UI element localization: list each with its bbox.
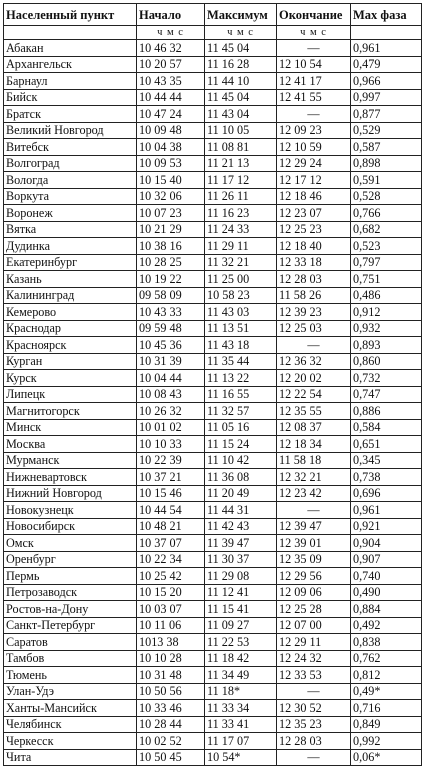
cell-end: 12 18 40 [277, 238, 351, 255]
cell-city: Курган [4, 353, 137, 370]
table-row [4, 667, 422, 684]
cell-max: 11 10 42 [205, 452, 277, 469]
cell-max: 11 33 41 [205, 716, 277, 733]
cell-city: Воркута [4, 188, 137, 205]
cell-start: 10 50 45 [137, 749, 205, 766]
table-row [4, 502, 422, 519]
cell-start: 10 37 07 [137, 535, 205, 552]
cell-start: 10 15 46 [137, 485, 205, 502]
cell-end: 12 33 18 [277, 254, 351, 271]
cell-start: 10 02 52 [137, 733, 205, 750]
cell-start: 10 15 20 [137, 584, 205, 601]
cell-start: 10 48 21 [137, 518, 205, 535]
cell-start: 1013 38 [137, 634, 205, 651]
table-row [4, 485, 422, 502]
table-row [4, 683, 422, 700]
cell-city: Казань [4, 271, 137, 288]
cell-city: Тюмень [4, 667, 137, 684]
table-row [4, 106, 422, 123]
cell-max: 11 39 47 [205, 535, 277, 552]
table-row [4, 337, 422, 354]
cell-max: 11 45 04 [205, 40, 277, 57]
cell-end: 12 36 32 [277, 353, 351, 370]
cell-max-phase: 0,766 [351, 205, 422, 222]
cell-end: 12 29 24 [277, 155, 351, 172]
cell-start: 10 19 22 [137, 271, 205, 288]
cell-end: 12 35 55 [277, 403, 351, 420]
cell-max: 11 43 18 [205, 337, 277, 354]
cell-city: Бийск [4, 89, 137, 106]
cell-end: 12 28 03 [277, 733, 351, 750]
header-start: Начало [137, 4, 205, 26]
table-row [4, 155, 422, 172]
table-row [4, 370, 422, 387]
table-row [4, 353, 422, 370]
cell-max-phase: 0,49* [351, 683, 422, 700]
cell-city: Красноярск [4, 337, 137, 354]
cell-max-phase: 0,486 [351, 287, 422, 304]
cell-max: 11 10 05 [205, 122, 277, 139]
cell-end: 12 29 56 [277, 568, 351, 585]
cell-max: 11 45 04 [205, 89, 277, 106]
cell-end: 12 25 28 [277, 601, 351, 618]
cell-max: 11 26 11 [205, 188, 277, 205]
cell-max-phase: 0,921 [351, 518, 422, 535]
cell-end: 12 18 46 [277, 188, 351, 205]
cell-end: 12 25 23 [277, 221, 351, 238]
table-header [4, 4, 422, 40]
cell-city: Тамбов [4, 650, 137, 667]
cell-max: 11 36 08 [205, 469, 277, 486]
cell-max: 11 32 21 [205, 254, 277, 271]
cell-end: 12 32 21 [277, 469, 351, 486]
cell-start: 10 26 32 [137, 403, 205, 420]
cell-end: — [277, 683, 351, 700]
table-row [4, 700, 422, 717]
cell-end: 12 39 01 [277, 535, 351, 552]
cell-max-phase: 0,716 [351, 700, 422, 717]
unit-start: ч м с [137, 26, 205, 40]
cell-city: Ростов-на-Дону [4, 601, 137, 618]
cell-max-phase: 0,849 [351, 716, 422, 733]
cell-max-phase: 0,591 [351, 172, 422, 189]
unit-city [4, 26, 137, 40]
cell-max: 11 08 81 [205, 139, 277, 156]
header-row [4, 4, 422, 26]
table-row [4, 386, 422, 403]
table-row [4, 551, 422, 568]
table-row [4, 617, 422, 634]
cell-max-phase: 0,893 [351, 337, 422, 354]
cell-max: 11 18* [205, 683, 277, 700]
cell-max-phase: 0,529 [351, 122, 422, 139]
cell-max-phase: 0,696 [351, 485, 422, 502]
cell-city: Челябинск [4, 716, 137, 733]
cell-start: 10 11 06 [137, 617, 205, 634]
cell-start: 10 46 32 [137, 40, 205, 57]
cell-max-phase: 0,966 [351, 73, 422, 90]
cell-max-phase: 0,06* [351, 749, 422, 766]
cell-start: 10 43 35 [137, 73, 205, 90]
table-row [4, 469, 422, 486]
units-row [4, 26, 422, 40]
table-row [4, 733, 422, 750]
cell-city: Нижний Новгород [4, 485, 137, 502]
cell-city: Курск [4, 370, 137, 387]
cell-max: 11 30 37 [205, 551, 277, 568]
table-body [4, 40, 422, 766]
cell-city: Петрозаводск [4, 584, 137, 601]
cell-end: 12 35 23 [277, 716, 351, 733]
cell-max: 11 09 27 [205, 617, 277, 634]
cell-city: Магнитогорск [4, 403, 137, 420]
cell-max: 11 33 34 [205, 700, 277, 717]
cell-city: Барнаул [4, 73, 137, 90]
cell-max: 11 18 42 [205, 650, 277, 667]
cell-start: 10 04 38 [137, 139, 205, 156]
cell-max-phase: 0,886 [351, 403, 422, 420]
cell-city: Омск [4, 535, 137, 552]
cell-start: 10 47 24 [137, 106, 205, 123]
cell-city: Вологда [4, 172, 137, 189]
cell-max: 11 13 22 [205, 370, 277, 387]
cell-max-phase: 0,738 [351, 469, 422, 486]
table-row [4, 188, 422, 205]
cell-city: Великий Новгород [4, 122, 137, 139]
eclipse-times-table [3, 3, 422, 766]
cell-max-phase: 0,912 [351, 304, 422, 321]
cell-max: 11 32 57 [205, 403, 277, 420]
cell-max: 11 20 49 [205, 485, 277, 502]
cell-start: 10 50 56 [137, 683, 205, 700]
cell-start: 10 22 34 [137, 551, 205, 568]
table-row [4, 304, 422, 321]
cell-max-phase: 0,345 [351, 452, 422, 469]
cell-end: 12 20 02 [277, 370, 351, 387]
table-row [4, 320, 422, 337]
cell-end: — [277, 337, 351, 354]
cell-max-phase: 0,797 [351, 254, 422, 271]
cell-start: 10 44 44 [137, 89, 205, 106]
cell-city: Архангельск [4, 56, 137, 73]
cell-city: Улан-Удэ [4, 683, 137, 700]
cell-max: 11 17 12 [205, 172, 277, 189]
cell-max: 11 13 51 [205, 320, 277, 337]
table-row [4, 271, 422, 288]
cell-start: 10 45 36 [137, 337, 205, 354]
cell-max-phase: 0,751 [351, 271, 422, 288]
cell-end: 12 17 12 [277, 172, 351, 189]
cell-max: 11 24 33 [205, 221, 277, 238]
cell-max: 11 15 41 [205, 601, 277, 618]
cell-end: 12 10 59 [277, 139, 351, 156]
cell-end: 11 58 26 [277, 287, 351, 304]
cell-max-phase: 0,898 [351, 155, 422, 172]
cell-city: Вятка [4, 221, 137, 238]
cell-max-phase: 0,961 [351, 40, 422, 57]
cell-city: Чита [4, 749, 137, 766]
cell-end: 12 29 11 [277, 634, 351, 651]
cell-start: 10 31 48 [137, 667, 205, 684]
table-row [4, 254, 422, 271]
table-row [4, 436, 422, 453]
cell-max: 11 44 10 [205, 73, 277, 90]
cell-end: 12 41 55 [277, 89, 351, 106]
cell-city: Витебск [4, 139, 137, 156]
cell-max: 11 21 13 [205, 155, 277, 172]
header-max-phase: Max фаза [351, 4, 422, 26]
cell-city: Новокузнецк [4, 502, 137, 519]
cell-city: Новосибирск [4, 518, 137, 535]
cell-end: 12 18 34 [277, 436, 351, 453]
cell-end: 12 39 47 [277, 518, 351, 535]
cell-start: 10 37 21 [137, 469, 205, 486]
cell-max-phase: 0,479 [351, 56, 422, 73]
table-row [4, 89, 422, 106]
table-row [4, 221, 422, 238]
cell-start: 10 44 54 [137, 502, 205, 519]
document-page [3, 3, 422, 766]
unit-max-phase [351, 26, 422, 40]
cell-end: 12 24 32 [277, 650, 351, 667]
cell-max-phase: 0,682 [351, 221, 422, 238]
cell-max: 11 16 23 [205, 205, 277, 222]
cell-max-phase: 0,523 [351, 238, 422, 255]
cell-city: Мурманск [4, 452, 137, 469]
cell-max-phase: 0,762 [351, 650, 422, 667]
cell-max-phase: 0,877 [351, 106, 422, 123]
table-row [4, 205, 422, 222]
table-row [4, 518, 422, 535]
cell-city: Ханты-Мансийск [4, 700, 137, 717]
cell-city: Липецк [4, 386, 137, 403]
cell-max-phase: 0,860 [351, 353, 422, 370]
cell-start: 10 04 44 [137, 370, 205, 387]
table-row [4, 172, 422, 189]
cell-end: 12 22 54 [277, 386, 351, 403]
table-row [4, 650, 422, 667]
cell-start: 10 31 39 [137, 353, 205, 370]
cell-max: 11 15 24 [205, 436, 277, 453]
header-city: Населенный пункт [4, 4, 137, 26]
cell-start: 10 01 02 [137, 419, 205, 436]
cell-city: Саратов [4, 634, 137, 651]
table-row [4, 287, 422, 304]
cell-max: 11 42 43 [205, 518, 277, 535]
cell-end: 12 23 42 [277, 485, 351, 502]
cell-end: — [277, 106, 351, 123]
table-row [4, 419, 422, 436]
cell-max-phase: 0,651 [351, 436, 422, 453]
table-row [4, 122, 422, 139]
cell-start: 09 58 09 [137, 287, 205, 304]
table-row [4, 584, 422, 601]
cell-max: 11 17 07 [205, 733, 277, 750]
cell-city: Екатеринбург [4, 254, 137, 271]
cell-max-phase: 0,907 [351, 551, 422, 568]
cell-max: 11 29 11 [205, 238, 277, 255]
cell-end: 12 41 17 [277, 73, 351, 90]
table-row [4, 634, 422, 651]
cell-max-phase: 0,490 [351, 584, 422, 601]
cell-city: Волгоград [4, 155, 137, 172]
cell-end: 12 28 03 [277, 271, 351, 288]
table-row [4, 139, 422, 156]
cell-end: 12 23 07 [277, 205, 351, 222]
cell-end: 12 33 53 [277, 667, 351, 684]
cell-end: — [277, 502, 351, 519]
cell-start: 10 20 57 [137, 56, 205, 73]
table-row [4, 716, 422, 733]
cell-end: 12 39 23 [277, 304, 351, 321]
cell-max-phase: 0,747 [351, 386, 422, 403]
cell-city: Нижневартовск [4, 469, 137, 486]
cell-max-phase: 0,740 [351, 568, 422, 585]
cell-city: Минск [4, 419, 137, 436]
cell-start: 10 28 44 [137, 716, 205, 733]
cell-city: Москва [4, 436, 137, 453]
cell-max: 11 35 44 [205, 353, 277, 370]
cell-max-phase: 0,992 [351, 733, 422, 750]
table-row [4, 73, 422, 90]
cell-max-phase: 0,961 [351, 502, 422, 519]
cell-max-phase: 0,812 [351, 667, 422, 684]
cell-start: 10 43 33 [137, 304, 205, 321]
cell-city: Оренбург [4, 551, 137, 568]
cell-max-phase: 0,884 [351, 601, 422, 618]
header-max: Максимум [205, 4, 277, 26]
cell-start: 10 25 42 [137, 568, 205, 585]
cell-end: — [277, 749, 351, 766]
cell-end: 12 09 06 [277, 584, 351, 601]
cell-start: 10 28 25 [137, 254, 205, 271]
cell-max: 10 58 23 [205, 287, 277, 304]
cell-end: 11 58 18 [277, 452, 351, 469]
cell-max: 11 16 55 [205, 386, 277, 403]
table-row [4, 749, 422, 766]
cell-city: Братск [4, 106, 137, 123]
cell-max: 11 22 53 [205, 634, 277, 651]
header-end: Окончание [277, 4, 351, 26]
cell-start: 10 08 43 [137, 386, 205, 403]
cell-end: 12 30 52 [277, 700, 351, 717]
cell-start: 10 32 06 [137, 188, 205, 205]
cell-max: 11 25 00 [205, 271, 277, 288]
cell-end: 12 35 09 [277, 551, 351, 568]
cell-start: 10 22 39 [137, 452, 205, 469]
cell-end: — [277, 40, 351, 57]
cell-max-phase: 0,587 [351, 139, 422, 156]
table-row [4, 601, 422, 618]
cell-max: 11 05 16 [205, 419, 277, 436]
cell-end: 12 09 23 [277, 122, 351, 139]
unit-max: ч м с [205, 26, 277, 40]
cell-start: 10 10 33 [137, 436, 205, 453]
table-row [4, 403, 422, 420]
cell-max-phase: 0,997 [351, 89, 422, 106]
cell-city: Пермь [4, 568, 137, 585]
cell-max-phase: 0,838 [351, 634, 422, 651]
unit-end: ч м с [277, 26, 351, 40]
cell-city: Калининград [4, 287, 137, 304]
cell-end: 12 07 00 [277, 617, 351, 634]
cell-city: Кемерово [4, 304, 137, 321]
table-row [4, 568, 422, 585]
cell-start: 10 38 16 [137, 238, 205, 255]
cell-end: 12 25 03 [277, 320, 351, 337]
table-row [4, 452, 422, 469]
cell-start: 10 21 29 [137, 221, 205, 238]
cell-end: 12 10 54 [277, 56, 351, 73]
cell-max: 11 12 41 [205, 584, 277, 601]
cell-start: 10 03 07 [137, 601, 205, 618]
cell-max: 11 29 08 [205, 568, 277, 585]
cell-city: Санкт-Петербург [4, 617, 137, 634]
cell-max-phase: 0,732 [351, 370, 422, 387]
table-row [4, 238, 422, 255]
cell-start: 10 33 46 [137, 700, 205, 717]
cell-end: 12 08 37 [277, 419, 351, 436]
cell-start: 10 10 28 [137, 650, 205, 667]
cell-start: 10 07 23 [137, 205, 205, 222]
cell-city: Черкесск [4, 733, 137, 750]
cell-start: 09 59 48 [137, 320, 205, 337]
cell-city: Дудинка [4, 238, 137, 255]
cell-max: 10 54* [205, 749, 277, 766]
cell-max: 11 43 03 [205, 304, 277, 321]
cell-city: Краснодар [4, 320, 137, 337]
cell-max-phase: 0,932 [351, 320, 422, 337]
cell-max-phase: 0,904 [351, 535, 422, 552]
cell-max: 11 44 31 [205, 502, 277, 519]
cell-city: Воронеж [4, 205, 137, 222]
cell-start: 10 09 48 [137, 122, 205, 139]
table-row [4, 40, 422, 57]
cell-max-phase: 0,584 [351, 419, 422, 436]
cell-max: 11 43 04 [205, 106, 277, 123]
cell-max: 11 34 49 [205, 667, 277, 684]
cell-max: 11 16 28 [205, 56, 277, 73]
cell-start: 10 15 40 [137, 172, 205, 189]
cell-start: 10 09 53 [137, 155, 205, 172]
cell-city: Абакан [4, 40, 137, 57]
table-row [4, 56, 422, 73]
cell-max-phase: 0,528 [351, 188, 422, 205]
table-row [4, 535, 422, 552]
cell-max-phase: 0,492 [351, 617, 422, 634]
